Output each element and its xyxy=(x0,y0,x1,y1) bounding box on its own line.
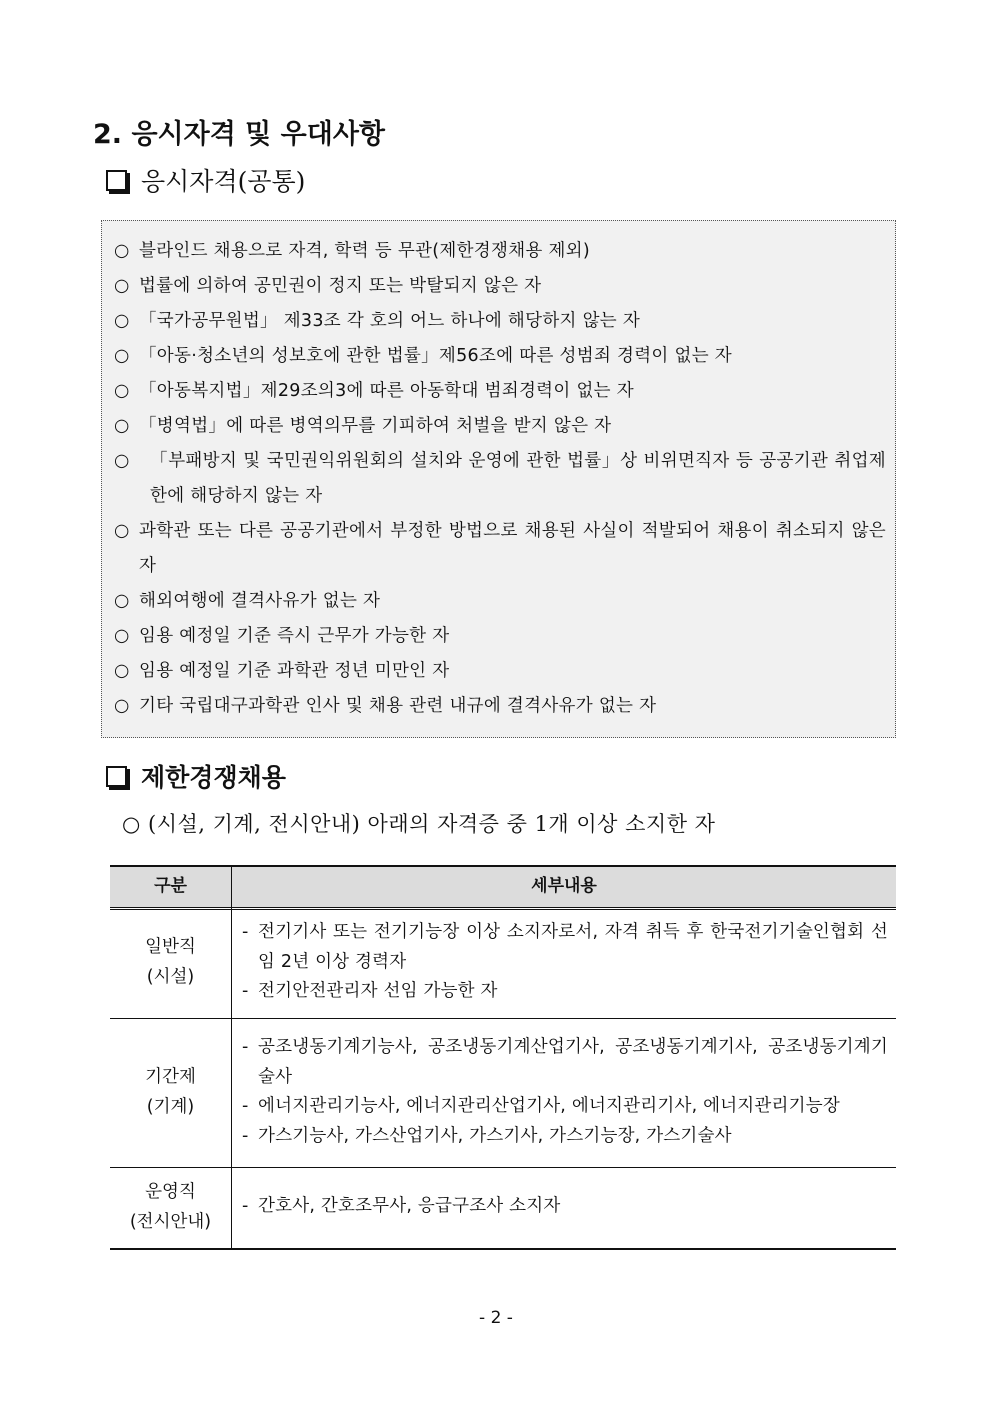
section-title: 2. 응시자격 및 우대사항 xyxy=(93,119,385,150)
column-header-category: 구분 xyxy=(154,876,187,896)
list-item: ○ 「아동복지법」제29조의3에 따른 아동학대 범죄경력이 없는 자 xyxy=(114,374,886,409)
list-item: - 에너지관리기능사, 에너지관리산업기사, 에너지관리기사, 에너지관리기능장 xyxy=(242,1096,840,1116)
common-qualification-heading xyxy=(106,162,305,198)
list-item: ○ 「병역법」에 따른 병역의무를 기피하여 처벌을 받지 않은 자 xyxy=(114,409,886,444)
table-row-details xyxy=(242,918,888,1007)
list-item: - 가스기능사, 가스산업기사, 가스기사, 가스기능장, 가스기술사 xyxy=(242,1125,732,1146)
checkbox-square-icon xyxy=(106,170,127,191)
ring-bullet-icon: ○ xyxy=(114,416,130,436)
ring-bullet-icon: ○ xyxy=(114,451,130,471)
table-row-details xyxy=(242,1192,888,1222)
common-qualification-box xyxy=(101,220,896,738)
table-row-details xyxy=(242,1033,888,1151)
list-item: ○ 블라인드 채용으로 자격, 학력 등 무관(제한경쟁채용 제외) xyxy=(114,234,886,269)
list-item: ○ 「부패방지 및 국민권익위원회의 설치와 운영에 관한 법률」상 비위면직자 등 공공기관 취업제한에 해당하지 않는 자 xyxy=(114,444,886,514)
ring-bullet-icon: ○ xyxy=(114,276,130,296)
list-item: - 전기안전관리자 선임 가능한 자 xyxy=(242,981,498,1001)
table-bottom-border xyxy=(110,1248,896,1250)
heading-text: 응시자격(공통) xyxy=(141,167,306,196)
row-divider xyxy=(110,1018,896,1019)
qualification-table xyxy=(110,865,896,1250)
limited-intro: ○ (시설, 기계, 전시안내) 아래의 자격증 중 1개 이상 소지한 자 xyxy=(122,812,716,836)
checkbox-square-icon xyxy=(106,766,127,787)
heading-text: 제한경쟁채용 xyxy=(141,763,286,792)
ring-bullet-icon: ○ xyxy=(114,241,130,261)
ring-bullet-icon: ○ xyxy=(114,591,130,611)
list-item: ○ 과학관 또는 다른 공공기관에서 부정한 방법으로 채용된 사실이 적발되어 채용이 취소되지 않은 자 xyxy=(114,514,886,584)
list-item: ○ 임용 예정일 기준 즉시 근무가 가능한 자 xyxy=(114,619,886,654)
list-item: ○ 해외여행에 결격사유가 없는 자 xyxy=(114,584,886,619)
ring-bullet-icon: ○ xyxy=(114,346,130,366)
list-item: - 간호사, 간호조무사, 응급구조사 소지자 xyxy=(242,1196,561,1216)
list-item: - 전기기사 또는 전기기능장 이상 소지자로서, 자격 취득 후 한국전기기술인협회 선임 2년 이상 경력자 xyxy=(242,922,888,972)
list-item: ○ 임용 예정일 기준 과학관 정년 미만인 자 xyxy=(114,654,886,689)
list-item: ○ 「아동·청소년의 성보호에 관한 법률」제56조에 따른 성범죄 경력이 없는 자 xyxy=(114,339,886,374)
table-row-category: 운영직 (전시안내) xyxy=(129,1182,212,1232)
ring-bullet-icon: ○ xyxy=(114,381,130,401)
page-number: - 2 - xyxy=(479,1308,513,1328)
column-divider xyxy=(231,865,232,1250)
ring-bullet-icon: ○ xyxy=(114,661,130,681)
list-item: ○ 법률에 의하여 공민권이 정지 또는 박탈되지 않은 자 xyxy=(114,269,886,304)
ring-bullet-icon: ○ xyxy=(114,521,130,541)
list-item: ○ 기타 국립대구과학관 인사 및 채용 관련 내규에 결격사유가 없는 자 xyxy=(114,689,886,724)
header-double-line xyxy=(110,907,896,910)
limited-competition-heading xyxy=(106,758,286,794)
row-divider xyxy=(110,1167,896,1168)
ring-bullet-icon: ○ xyxy=(114,311,130,331)
ring-bullet-icon: ○ xyxy=(114,626,130,646)
column-header-details: 세부내용 xyxy=(531,876,597,896)
list-item: ○ 「국가공무원법」 제33조 각 호의 어느 하나에 해당하지 않는 자 xyxy=(114,304,886,339)
table-row-category: 일반직 (시설) xyxy=(145,937,196,987)
ring-bullet-icon: ○ xyxy=(114,696,130,716)
table-row-category: 기간제 (기계) xyxy=(145,1067,196,1117)
list-item: - 공조냉동기계기능사, 공조냉동기계산업기사, 공조냉동기계기사, 공조냉동기계기술사 xyxy=(242,1037,888,1087)
